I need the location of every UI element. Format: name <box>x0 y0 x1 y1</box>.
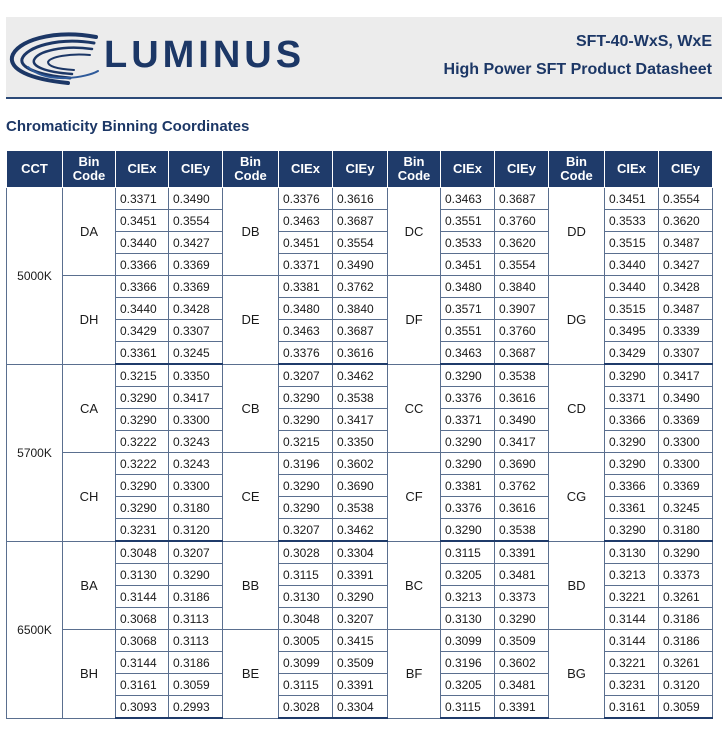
column-header: Bin Code <box>388 151 441 188</box>
ciex-cell: 0.3381 <box>279 276 333 298</box>
ciey-cell: 0.3243 <box>169 453 223 475</box>
ciey-cell: 0.3907 <box>495 298 549 320</box>
ciey-cell: 0.3538 <box>495 364 549 387</box>
ciex-cell: 0.3371 <box>605 387 659 409</box>
ciex-cell: 0.3451 <box>441 254 495 276</box>
ciex-cell: 0.3463 <box>441 188 495 210</box>
ciex-cell: 0.3115 <box>441 696 495 719</box>
ciex-cell: 0.3222 <box>116 453 169 475</box>
ciex-cell: 0.3371 <box>441 409 495 431</box>
document-id: SFT-40-WxS, WxE <box>575 33 712 50</box>
ciex-cell: 0.3376 <box>441 387 495 409</box>
ciey-cell: 0.3369 <box>659 409 713 431</box>
table-row <box>7 276 713 298</box>
column-header: CIEx <box>441 151 495 188</box>
brand-name: LUMINUS <box>104 34 306 76</box>
ciey-cell: 0.3261 <box>659 652 713 674</box>
bin-code-cell: DD <box>549 188 605 276</box>
ciey-cell: 0.3690 <box>495 453 549 475</box>
ciey-cell: 0.3120 <box>169 519 223 542</box>
ciey-cell: 0.3417 <box>495 431 549 453</box>
ciey-cell: 0.3616 <box>333 188 388 210</box>
table-row <box>7 364 713 387</box>
bin-code-cell: CG <box>549 453 605 542</box>
ciey-cell: 0.3059 <box>169 674 223 696</box>
ciex-cell: 0.3515 <box>605 298 659 320</box>
ciex-cell: 0.3480 <box>441 276 495 298</box>
ciex-cell: 0.3221 <box>605 586 659 608</box>
ciey-cell: 0.3487 <box>659 298 713 320</box>
ciey-cell: 0.3760 <box>495 320 549 342</box>
table-body <box>7 188 713 719</box>
ciex-cell: 0.3290 <box>605 431 659 453</box>
bin-code-cell: DE <box>223 276 279 365</box>
ciex-cell: 0.3144 <box>605 630 659 652</box>
ciey-cell: 0.3481 <box>495 674 549 696</box>
ciex-cell: 0.3429 <box>116 320 169 342</box>
bin-code-cell: BH <box>63 630 116 719</box>
ciex-cell: 0.3028 <box>279 696 333 719</box>
ciey-cell: 0.3391 <box>495 541 549 564</box>
ciex-cell: 0.3381 <box>441 475 495 497</box>
ciex-cell: 0.3093 <box>116 696 169 719</box>
ciex-cell: 0.3161 <box>605 696 659 719</box>
table-row <box>7 453 713 475</box>
ciex-cell: 0.3130 <box>116 564 169 586</box>
ciex-cell: 0.3290 <box>605 519 659 542</box>
ciex-cell: 0.3068 <box>116 630 169 652</box>
chromaticity-binning-table <box>6 150 713 719</box>
column-header: CIEx <box>605 151 659 188</box>
ciey-cell: 0.3290 <box>169 564 223 586</box>
ciey-cell: 0.3490 <box>495 409 549 431</box>
ciex-cell: 0.3144 <box>116 652 169 674</box>
ciey-cell: 0.3417 <box>659 364 713 387</box>
ciex-cell: 0.3290 <box>116 409 169 431</box>
ciey-cell: 0.3290 <box>659 541 713 564</box>
column-header: Bin Code <box>63 151 116 188</box>
ciey-cell: 0.3462 <box>333 364 388 387</box>
ciex-cell: 0.3231 <box>116 519 169 542</box>
ciex-cell: 0.3290 <box>605 453 659 475</box>
ciex-cell: 0.3144 <box>605 608 659 630</box>
ciex-cell: 0.3440 <box>605 254 659 276</box>
ciey-cell: 0.3180 <box>659 519 713 542</box>
ciey-cell: 0.3300 <box>659 431 713 453</box>
ciey-cell: 0.3616 <box>333 342 388 365</box>
ciey-cell: 0.3538 <box>495 519 549 542</box>
ciex-cell: 0.3222 <box>116 431 169 453</box>
ciex-cell: 0.3551 <box>441 210 495 232</box>
ciey-cell: 0.3207 <box>333 608 388 630</box>
ciey-cell: 0.3245 <box>659 497 713 519</box>
ciey-cell: 0.3554 <box>659 188 713 210</box>
ciey-cell: 0.3113 <box>169 630 223 652</box>
ciey-cell: 0.3690 <box>333 475 388 497</box>
ciex-cell: 0.3451 <box>279 232 333 254</box>
ciey-cell: 0.3415 <box>333 630 388 652</box>
ciex-cell: 0.3213 <box>605 564 659 586</box>
ciey-cell: 0.3245 <box>169 342 223 365</box>
bin-code-cell: DG <box>549 276 605 365</box>
ciey-cell: 0.3538 <box>333 387 388 409</box>
ciex-cell: 0.3463 <box>279 320 333 342</box>
ciex-cell: 0.3366 <box>605 409 659 431</box>
ciey-cell: 0.3762 <box>333 276 388 298</box>
ciey-cell: 0.3059 <box>659 696 713 719</box>
ciex-cell: 0.3005 <box>279 630 333 652</box>
ciey-cell: 0.3391 <box>495 696 549 719</box>
ciey-cell: 0.3602 <box>495 652 549 674</box>
ciex-cell: 0.3048 <box>279 608 333 630</box>
bin-code-cell: DH <box>63 276 116 365</box>
ciey-cell: 0.3762 <box>495 475 549 497</box>
ciex-cell: 0.3533 <box>605 210 659 232</box>
ciex-cell: 0.3429 <box>605 342 659 365</box>
ciey-cell: 0.3417 <box>169 387 223 409</box>
bin-code-cell: CH <box>63 453 116 542</box>
ciex-cell: 0.3571 <box>441 298 495 320</box>
ciex-cell: 0.3440 <box>116 232 169 254</box>
ciey-cell: 0.3391 <box>333 674 388 696</box>
bin-code-cell: CC <box>388 364 441 453</box>
ciey-cell: 0.3373 <box>659 564 713 586</box>
ciey-cell: 0.3687 <box>495 342 549 365</box>
ciey-cell: 0.3554 <box>495 254 549 276</box>
ciex-cell: 0.3371 <box>279 254 333 276</box>
bin-code-cell: BE <box>223 630 279 719</box>
table-row <box>7 541 713 564</box>
bin-code-cell: CE <box>223 453 279 542</box>
ciey-cell: 0.3304 <box>333 541 388 564</box>
ciex-cell: 0.3376 <box>441 497 495 519</box>
ciey-cell: 0.3304 <box>333 696 388 719</box>
ciey-cell: 0.3427 <box>659 254 713 276</box>
ciey-cell: 0.3487 <box>659 232 713 254</box>
ciex-cell: 0.3290 <box>116 387 169 409</box>
ciey-cell: 0.3300 <box>169 475 223 497</box>
ciey-cell: 0.3490 <box>659 387 713 409</box>
ciex-cell: 0.3451 <box>116 210 169 232</box>
ciey-cell: 0.3113 <box>169 608 223 630</box>
column-header: Bin Code <box>223 151 279 188</box>
ciey-cell: 0.3186 <box>169 586 223 608</box>
ciex-cell: 0.3290 <box>116 497 169 519</box>
ciex-cell: 0.3480 <box>279 298 333 320</box>
ciex-cell: 0.3290 <box>279 497 333 519</box>
ciey-cell: 0.3207 <box>169 541 223 564</box>
ciex-cell: 0.3366 <box>116 254 169 276</box>
ciex-cell: 0.3440 <box>605 276 659 298</box>
bin-code-cell: CA <box>63 364 116 453</box>
ciey-cell: 0.3307 <box>169 320 223 342</box>
ciex-cell: 0.3207 <box>279 519 333 542</box>
ciey-cell: 0.3554 <box>333 232 388 254</box>
ciey-cell: 0.3427 <box>169 232 223 254</box>
ciey-cell: 0.3180 <box>169 497 223 519</box>
bin-code-cell: DB <box>223 188 279 276</box>
ciex-cell: 0.3231 <box>605 674 659 696</box>
ciey-cell: 0.3290 <box>333 586 388 608</box>
ciex-cell: 0.3213 <box>441 586 495 608</box>
ciex-cell: 0.3366 <box>605 475 659 497</box>
ciey-cell: 0.3616 <box>495 387 549 409</box>
ciex-cell: 0.3463 <box>441 342 495 365</box>
cct-cell: 6500K <box>7 541 63 718</box>
ciex-cell: 0.3028 <box>279 541 333 564</box>
ciey-cell: 0.3290 <box>495 608 549 630</box>
ciex-cell: 0.3290 <box>279 475 333 497</box>
ciex-cell: 0.3099 <box>441 630 495 652</box>
bin-code-cell: DA <box>63 188 116 276</box>
ciex-cell: 0.3115 <box>441 541 495 564</box>
ciey-cell: 0.3186 <box>169 652 223 674</box>
ciex-cell: 0.3207 <box>279 364 333 387</box>
column-header: Bin Code <box>549 151 605 188</box>
ciex-cell: 0.3376 <box>279 342 333 365</box>
ciex-cell: 0.3115 <box>279 674 333 696</box>
ciex-cell: 0.3290 <box>279 387 333 409</box>
ciex-cell: 0.3376 <box>279 188 333 210</box>
ciey-cell: 0.3350 <box>169 364 223 387</box>
ciex-cell: 0.3205 <box>441 564 495 586</box>
ciey-cell: 0.3462 <box>333 519 388 542</box>
bin-code-cell: CD <box>549 364 605 453</box>
ciex-cell: 0.3048 <box>116 541 169 564</box>
ciey-cell: 0.3307 <box>659 342 713 365</box>
ciex-cell: 0.3515 <box>605 232 659 254</box>
ciey-cell: 0.3481 <box>495 564 549 586</box>
ciey-cell: 0.3261 <box>659 586 713 608</box>
ciey-cell: 0.3554 <box>169 210 223 232</box>
ciey-cell: 0.3602 <box>333 453 388 475</box>
ciey-cell: 0.3687 <box>333 320 388 342</box>
bin-code-cell: BC <box>388 541 441 630</box>
bin-code-cell: BG <box>549 630 605 719</box>
ciex-cell: 0.3495 <box>605 320 659 342</box>
ciex-cell: 0.3130 <box>279 586 333 608</box>
ciey-cell: 0.3186 <box>659 630 713 652</box>
ciey-cell: 0.3490 <box>169 188 223 210</box>
ciex-cell: 0.3290 <box>441 431 495 453</box>
ciex-cell: 0.3161 <box>116 674 169 696</box>
ciey-cell: 0.3760 <box>495 210 549 232</box>
table-row <box>7 630 713 652</box>
bin-code-cell: CF <box>388 453 441 542</box>
cct-cell: 5700K <box>7 364 63 541</box>
ciey-cell: 0.3186 <box>659 608 713 630</box>
ciey-cell: 0.3687 <box>333 210 388 232</box>
ciex-cell: 0.3440 <box>116 298 169 320</box>
ciex-cell: 0.3361 <box>116 342 169 365</box>
ciey-cell: 0.3428 <box>659 276 713 298</box>
ciex-cell: 0.3068 <box>116 608 169 630</box>
ciey-cell: 0.3428 <box>169 298 223 320</box>
ciex-cell: 0.3290 <box>441 453 495 475</box>
ciex-cell: 0.3215 <box>279 431 333 453</box>
ciey-cell: 0.3620 <box>495 232 549 254</box>
ciey-cell: 0.3339 <box>659 320 713 342</box>
ciex-cell: 0.3290 <box>441 364 495 387</box>
column-header: CIEy <box>659 151 713 188</box>
ciex-cell: 0.3366 <box>116 276 169 298</box>
ciey-cell: 0.3369 <box>659 475 713 497</box>
ciey-cell: 0.3369 <box>169 254 223 276</box>
bin-code-cell: CB <box>223 364 279 453</box>
column-header: CIEx <box>279 151 333 188</box>
bin-code-cell: BD <box>549 541 605 630</box>
ciex-cell: 0.3290 <box>605 364 659 387</box>
ciex-cell: 0.3115 <box>279 564 333 586</box>
ciey-cell: 0.3243 <box>169 431 223 453</box>
cct-cell: 5000K <box>7 188 63 365</box>
ciex-cell: 0.3221 <box>605 652 659 674</box>
column-header: CIEy <box>333 151 388 188</box>
ciey-cell: 0.3509 <box>495 630 549 652</box>
ciey-cell: 0.3687 <box>495 188 549 210</box>
ciey-cell: 0.3840 <box>333 298 388 320</box>
ciey-cell: 0.3350 <box>333 431 388 453</box>
bin-code-cell: BA <box>63 541 116 630</box>
ciex-cell: 0.3290 <box>116 475 169 497</box>
ciex-cell: 0.3361 <box>605 497 659 519</box>
document-title: High Power SFT Product Datasheet <box>443 61 712 78</box>
ciex-cell: 0.3371 <box>116 188 169 210</box>
column-header: CCT <box>7 151 63 188</box>
ciey-cell: 0.3620 <box>659 210 713 232</box>
ciex-cell: 0.3144 <box>116 586 169 608</box>
ciex-cell: 0.3451 <box>605 188 659 210</box>
ciex-cell: 0.3533 <box>441 232 495 254</box>
ciex-cell: 0.3205 <box>441 674 495 696</box>
ciey-cell: 0.3373 <box>495 586 549 608</box>
ciex-cell: 0.3290 <box>441 519 495 542</box>
ciey-cell: 0.3840 <box>495 276 549 298</box>
ciex-cell: 0.3099 <box>279 652 333 674</box>
ciex-cell: 0.3551 <box>441 320 495 342</box>
column-header: CIEx <box>116 151 169 188</box>
table-row <box>7 188 713 210</box>
ciey-cell: 0.3509 <box>333 652 388 674</box>
ciex-cell: 0.3130 <box>441 608 495 630</box>
column-header: CIEy <box>169 151 223 188</box>
bin-code-cell: DF <box>388 276 441 365</box>
bin-code-cell: BB <box>223 541 279 630</box>
page-header <box>6 17 722 99</box>
ciey-cell: 0.3538 <box>333 497 388 519</box>
ciex-cell: 0.3215 <box>116 364 169 387</box>
ciey-cell: 0.3616 <box>495 497 549 519</box>
column-header: CIEy <box>495 151 549 188</box>
ciex-cell: 0.3196 <box>279 453 333 475</box>
ciey-cell: 0.3300 <box>169 409 223 431</box>
ciey-cell: 0.3490 <box>333 254 388 276</box>
ciex-cell: 0.3196 <box>441 652 495 674</box>
ciey-cell: 0.3300 <box>659 453 713 475</box>
section-title: Chromaticity Binning Coordinates <box>6 118 250 135</box>
ciey-cell: 0.3391 <box>333 564 388 586</box>
ciey-cell: 0.3369 <box>169 276 223 298</box>
ciex-cell: 0.3463 <box>279 210 333 232</box>
ciex-cell: 0.3130 <box>605 541 659 564</box>
bin-code-cell: DC <box>388 188 441 276</box>
table-header-row <box>7 151 713 188</box>
ciex-cell: 0.3290 <box>279 409 333 431</box>
ciey-cell: 0.3120 <box>659 674 713 696</box>
bin-code-cell: BF <box>388 630 441 719</box>
ciey-cell: 0.2993 <box>169 696 223 719</box>
ciey-cell: 0.3417 <box>333 409 388 431</box>
